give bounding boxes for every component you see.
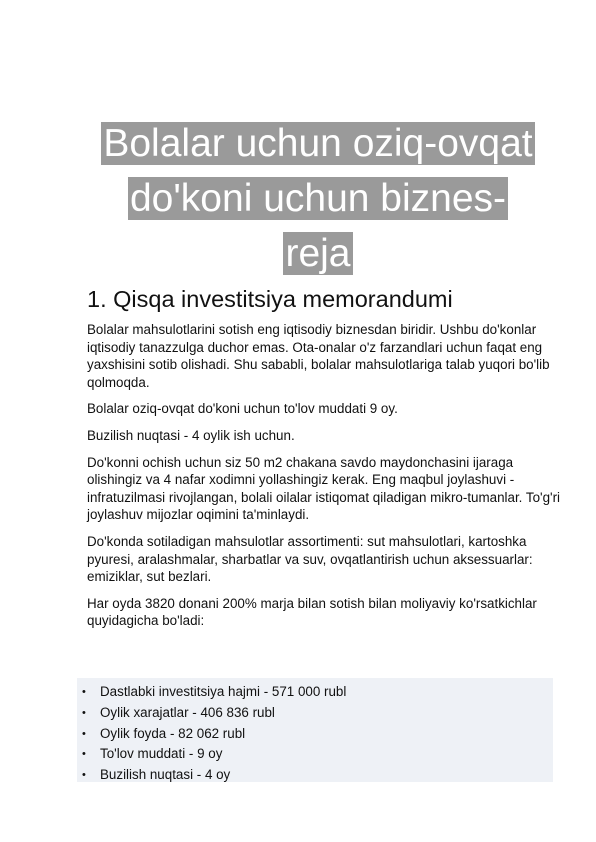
section-heading: 1. Qisqa investitsiya memorandumi bbox=[87, 286, 453, 312]
list-item: • Oylik xarajatlar - 406 836 rubl bbox=[77, 703, 553, 724]
financial-summary-list bbox=[77, 678, 553, 782]
list-item: • Buzilish nuqtasi - 4 oy bbox=[77, 765, 553, 786]
title-line-1: Bolalar uchun oziq-ovqat bbox=[103, 122, 533, 165]
title-line-3: reja bbox=[285, 232, 351, 275]
bullet-icon: • bbox=[82, 686, 86, 698]
paragraph-intro: Bolalar mahsulotlarini sotish eng iqtisodiy biznesdan biridir. Ushbu do'konlar iqtisodiy tanazzulga duchor emas. Ota-onalar o'z farzandlari uchun faqat eng yaxshisini sotib olishadi. Shu sababli, bolalar mahsulotlariga talab yuqori bo'lib qolmoqda. bbox=[87, 322, 550, 390]
paragraph-breakeven: Buzilish nuqtasi - 4 oylik ish uchun. bbox=[87, 427, 295, 443]
bullet-icon: • bbox=[82, 769, 86, 782]
list-item: • Oylik foyda - 82 062 rubl bbox=[77, 724, 553, 745]
title-line-2: do'koni uchun biznes- bbox=[129, 177, 507, 220]
paragraph-location: Do'konni ochish uchun siz 50 m2 chakana savdo maydonchasini ijaraga olishingiz va 4 nafar xodimni yollashingiz kerak. Eng maqbul joylashuvi - infratuzilmasi rivojlangan, bolali oilalar istiqomat qiladigan mikro-tumanlar. To'g'ri joylashuv mijozlar oqimini ta'minlaydi. bbox=[87, 454, 561, 523]
document-title bbox=[80, 116, 556, 281]
bullet-icon: • bbox=[82, 706, 86, 719]
list-item: • Dastlabki investitsiya hajmi - 571 000 rubl bbox=[77, 682, 553, 703]
bullet-icon: • bbox=[82, 748, 86, 761]
body-text bbox=[87, 321, 563, 639]
paragraph-payback: Bolalar oziq-ovqat do'koni uchun to'lov muddati 9 oy. bbox=[87, 401, 398, 417]
paragraph-financials: Har oyda 3820 donani 200% marja bilan sotish bilan moliyaviy ko'rsatkichlar quyidagicha bo'ladi: bbox=[87, 595, 537, 629]
list-item: • To'lov muddati - 9 oy bbox=[77, 744, 553, 765]
paragraph-assortment: Do'konda sotiladigan mahsulotlar assortimenti: sut mahsulotlari, kartoshka pyuresi, aralashmalar, sharbatlar va suv, ovqatlantirish uchun aksessuarlar: emiziklar, sut bezlari. bbox=[87, 533, 533, 585]
bullet-icon: • bbox=[82, 727, 86, 740]
